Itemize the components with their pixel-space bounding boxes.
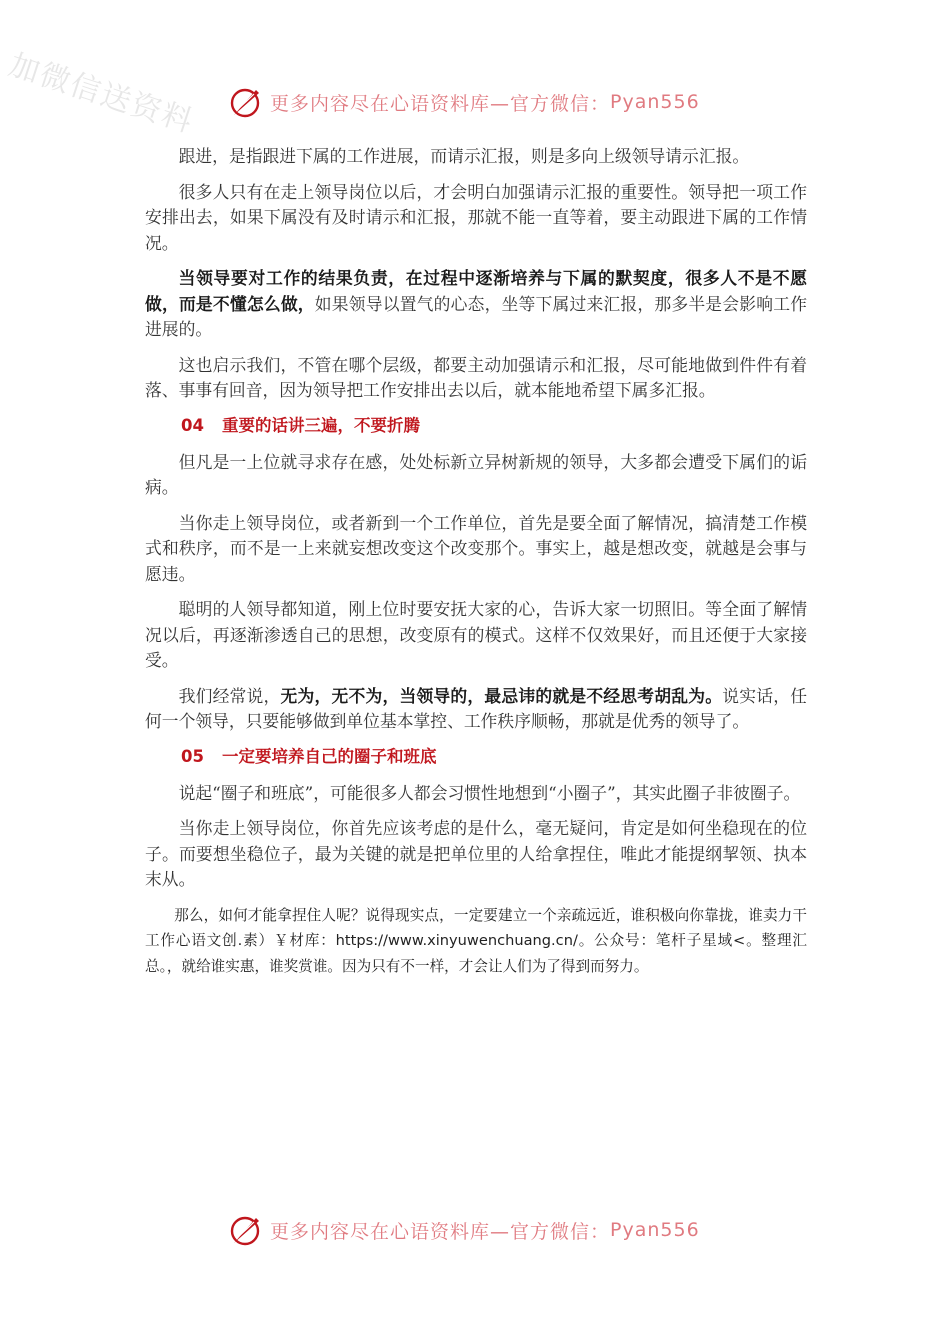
paragraph: 跟进，是指跟进下属的工作进展，而请示汇报，则是多向上级领导请示汇报。 xyxy=(178,146,750,166)
emphasis-text: 当领导要对工作的结果负责，在过程中逐渐培养与下属的默契度，很多人不是不愿做，而是不懂怎么做， xyxy=(145,268,807,314)
paragraph-text: 说实话，任何一个领导，只要能够做到单位基本掌控、工作秩序顺畅，那就是优秀的领导了。 xyxy=(145,685,807,731)
paragraph-text: 如果领导以置气的心态，坐等下属过来汇报，那多半是会影响工作进展的。 xyxy=(145,293,807,339)
quill-logo-icon xyxy=(228,1212,264,1248)
emphasis-text: 无为，无不为，当领导的，最忌讳的就是不经思考胡乱为。 xyxy=(280,685,723,706)
section-title: 重要的话讲三遍，不要折腾 xyxy=(221,415,420,435)
paragraph: 聪明的人领导都知道，刚上位时要安抚大家的心，告诉大家一切照旧。等全面了解情况以后，再逐渐渗透自己的思想，改变原有的模式。这样不仅效果好，而且还便于大家接受。 xyxy=(145,599,807,670)
section-title: 一定要培养自己的圈子和班底 xyxy=(221,746,437,766)
article-body xyxy=(145,144,807,979)
section-number: 05 xyxy=(181,746,204,766)
header-text: 更多内容尽在心语资料库—官方微信： xyxy=(270,92,611,115)
paragraph xyxy=(145,266,807,343)
watermark: 加微信送资料 xyxy=(4,47,199,141)
paragraph: 但凡是一上位就寻求存在感，处处标新立异树新规的领导，大多都会遭受下属们的诟病。 xyxy=(145,451,807,497)
header-banner xyxy=(228,82,700,122)
footer-banner xyxy=(228,1210,700,1250)
section-heading-05 xyxy=(145,745,807,769)
paragraph: 很多人只有在走上领导岗位以后，才会明白加强请示汇报的重要性。领导把一项工作安排出去，如果下属没有及时请示和汇报，那就不能一直等着，要主动跟进下属的工作情况。 xyxy=(145,181,807,253)
quill-logo-icon xyxy=(228,84,264,120)
paragraph: 当你走上领导岗位，或者新到一个工作单位，首先是要全面了解情况，搞清楚工作模式和秩序，而不是一上来就妄想改变这个改变那个。事实上，越是想改变，就越是会事与愿违。 xyxy=(145,512,807,584)
paragraph xyxy=(145,684,807,735)
section-heading-04 xyxy=(145,414,807,438)
section-number: 04 xyxy=(181,415,204,435)
paragraph: 说起“圈子和班底”，可能很多人都会习惯性地想到“小圈子”，其实此圈子非彼圈子。 xyxy=(178,782,801,803)
footer-text: 更多内容尽在心语资料库—官方微信： xyxy=(270,1220,611,1243)
footer-wechat-id: Pyan556 xyxy=(610,1219,700,1241)
paragraph-with-link-text: 那么，如何才能拿捏住人呢？说得现实点，一定要建立一个亲疏远近，谁积极向你靠拢，谁卖力干工作心语文创.素）￥材库：https://www.xinyuwenchuang.cn/。公众号：笔杆子星域<。整理汇总。，就给谁实惠，谁奖赏谁。因为只有不一样，才会让人们为了得到而努力。 xyxy=(145,906,807,975)
paragraph: 这也启示我们，不管在哪个层级，都要主动加强请示和汇报，尽可能地做到件件有着落、事事有回音，因为领导把工作安排出去以后，就本能地希望下属多汇报。 xyxy=(145,354,807,400)
paragraph-text: 我们经常说， xyxy=(178,685,281,706)
paragraph: 当你走上领导岗位，你首先应该考虑的是什么，毫无疑问，肯定是如何坐稳现在的位子。而要想坐稳位子，最为关键的就是把单位里的人给拿捏住，唯此才能提纲挈领、执本末从。 xyxy=(145,818,807,889)
header-wechat-id: Pyan556 xyxy=(610,91,700,113)
